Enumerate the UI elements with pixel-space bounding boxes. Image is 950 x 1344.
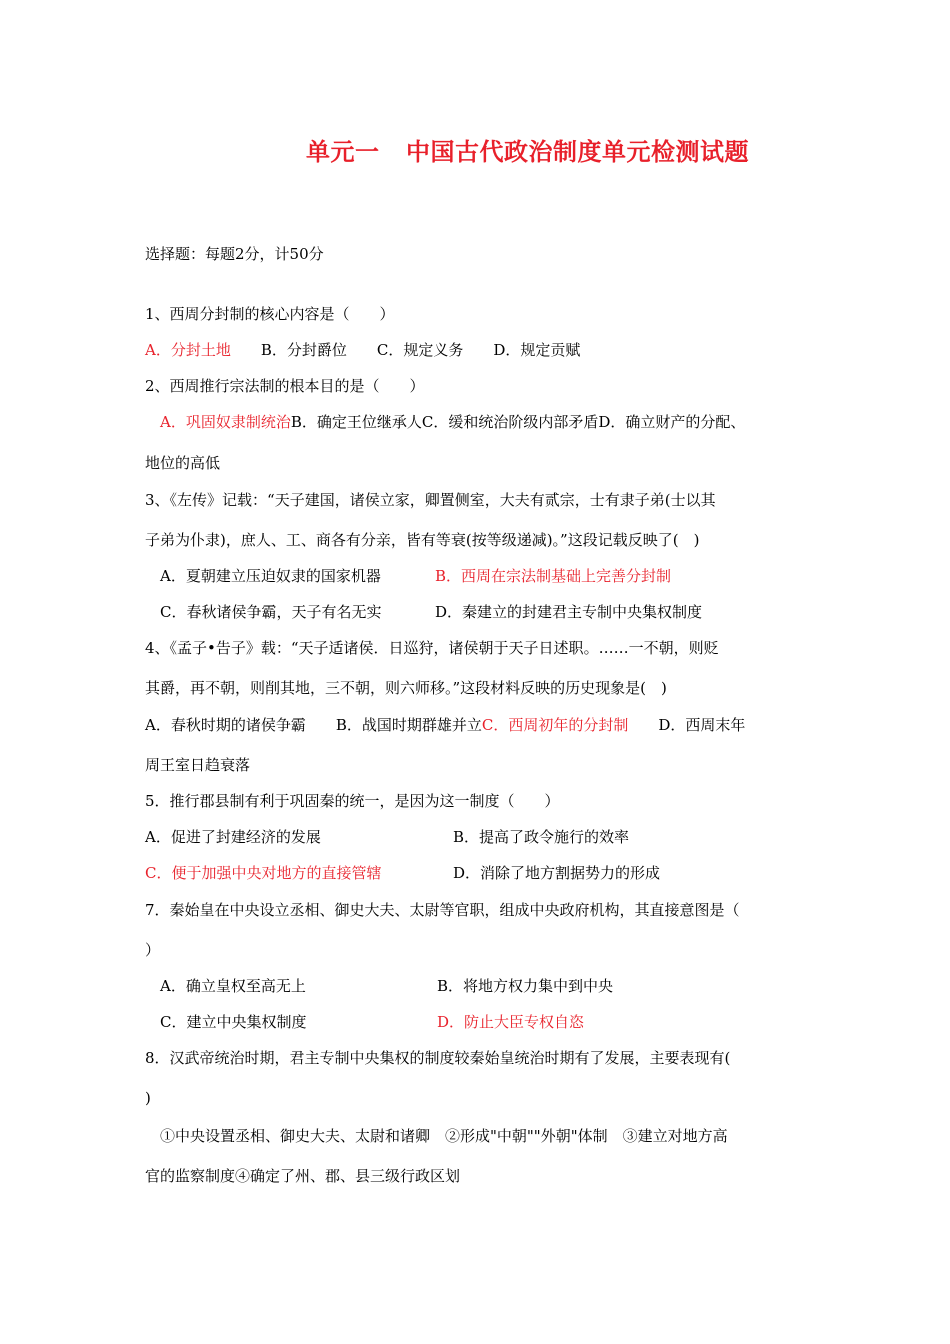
question-7-option-b: B．将地方权力集中到中央	[437, 977, 614, 995]
question-4-continuation: 周王室日趋衰落	[145, 756, 251, 774]
question-5-option-d: D．消除了地方割据势力的形成	[453, 864, 661, 882]
question-4-options-ab: A．春秋时期的诸侯争霸 B．战国时期群雄并立	[145, 716, 482, 734]
section-instruction: 选择题：每题2分，计50分	[145, 245, 324, 263]
question-2-other-options: B．确定王位继承人C．缓和统治阶级内部矛盾D．确立财产的分配、	[290, 413, 746, 431]
question-3-stem-line-2: 子弟为仆隶)，庶人、工、商各有分亲，皆有等衰(按等级递减)。”这段记载反映了( )	[145, 531, 700, 549]
question-4-answer: C．西周初年的分封制	[481, 716, 629, 734]
question-8-stem-line-2: )	[145, 1089, 151, 1107]
question-5-option-b: B．提高了政令施行的效率	[453, 828, 630, 846]
question-3-answer: B．西周在宗法制基础上完善分封制	[435, 567, 672, 585]
question-8-stem-line-1: 8．汉武帝统治时期，君主专制中央集权的制度较秦始皇统治时期有了发展，主要表现有(	[145, 1049, 731, 1067]
question-5-option-a: A．促进了封建经济的发展	[145, 828, 321, 846]
question-4-options	[145, 715, 825, 735]
question-3-option-a: A．夏朝建立压迫奴隶的国家机器	[160, 567, 381, 585]
question-2-continuation: 地位的高低	[145, 454, 221, 472]
question-3-option-d: D．秦建立的封建君主专制中央集权制度	[435, 603, 703, 621]
page-title: 单元一 中国古代政治制度单元检测试题	[305, 138, 750, 166]
question-8-statements-line-2: 官的监察制度④确定了州、郡、县三级行政区划	[145, 1167, 461, 1185]
question-2-answer: A．巩固奴隶制统治	[160, 413, 291, 431]
question-7-answer: D．防止大臣专权自恣	[437, 1013, 585, 1031]
question-3-stem-line-1: 3、《左传》记载：“天子建国，诸侯立家，卿置侧室，大夫有贰宗，士有隶子弟(士以其	[145, 491, 716, 509]
question-4-stem-line-1: 4、《孟子•告子》载：“天子适诸侯．日巡狩，诸侯朝于天子日述职。……一不朝，则贬	[145, 639, 719, 657]
question-2-options	[160, 412, 840, 432]
question-5-stem: 5．推行郡县制有利于巩固秦的统一，是因为这一制度（ ）	[145, 792, 560, 810]
question-7-stem-line-2: ）	[145, 941, 161, 959]
question-7-stem-line-1: 7．秦始皇在中央设立丞相、御史大夫、太尉等官职，组成中央政府机构，其直接意图是（	[145, 901, 740, 919]
question-1-answer: A．分封土地	[145, 341, 231, 359]
question-4-option-d: D．西周末年	[628, 716, 746, 734]
question-4-stem-line-2: 其爵，再不朝，则削其地，三不朝，则六师移。”这段材料反映的历史现象是( )	[145, 679, 667, 697]
question-3-option-c: C．春秋诸侯争霸，天子有名无实	[160, 603, 382, 621]
question-1-other-options: B．分封爵位 C．规定义务 D．规定贡赋	[230, 341, 581, 359]
question-1-options	[145, 340, 825, 360]
question-5-answer: C．便于加强中央对地方的直接管辖	[145, 864, 382, 882]
question-2-stem: 2、西周推行宗法制的根本目的是（ ）	[145, 377, 425, 395]
question-8-statements-line-1: ①中央设置丞相、御史大夫、太尉和诸卿 ②形成"中朝""外朝"体制 ③建立对地方高	[160, 1127, 728, 1145]
question-7-option-c: C．建立中央集权制度	[160, 1013, 307, 1031]
question-7-option-a: A．确立皇权至高无上	[160, 977, 306, 995]
question-1-stem: 1、西周分封制的核心内容是（ ）	[145, 305, 395, 323]
